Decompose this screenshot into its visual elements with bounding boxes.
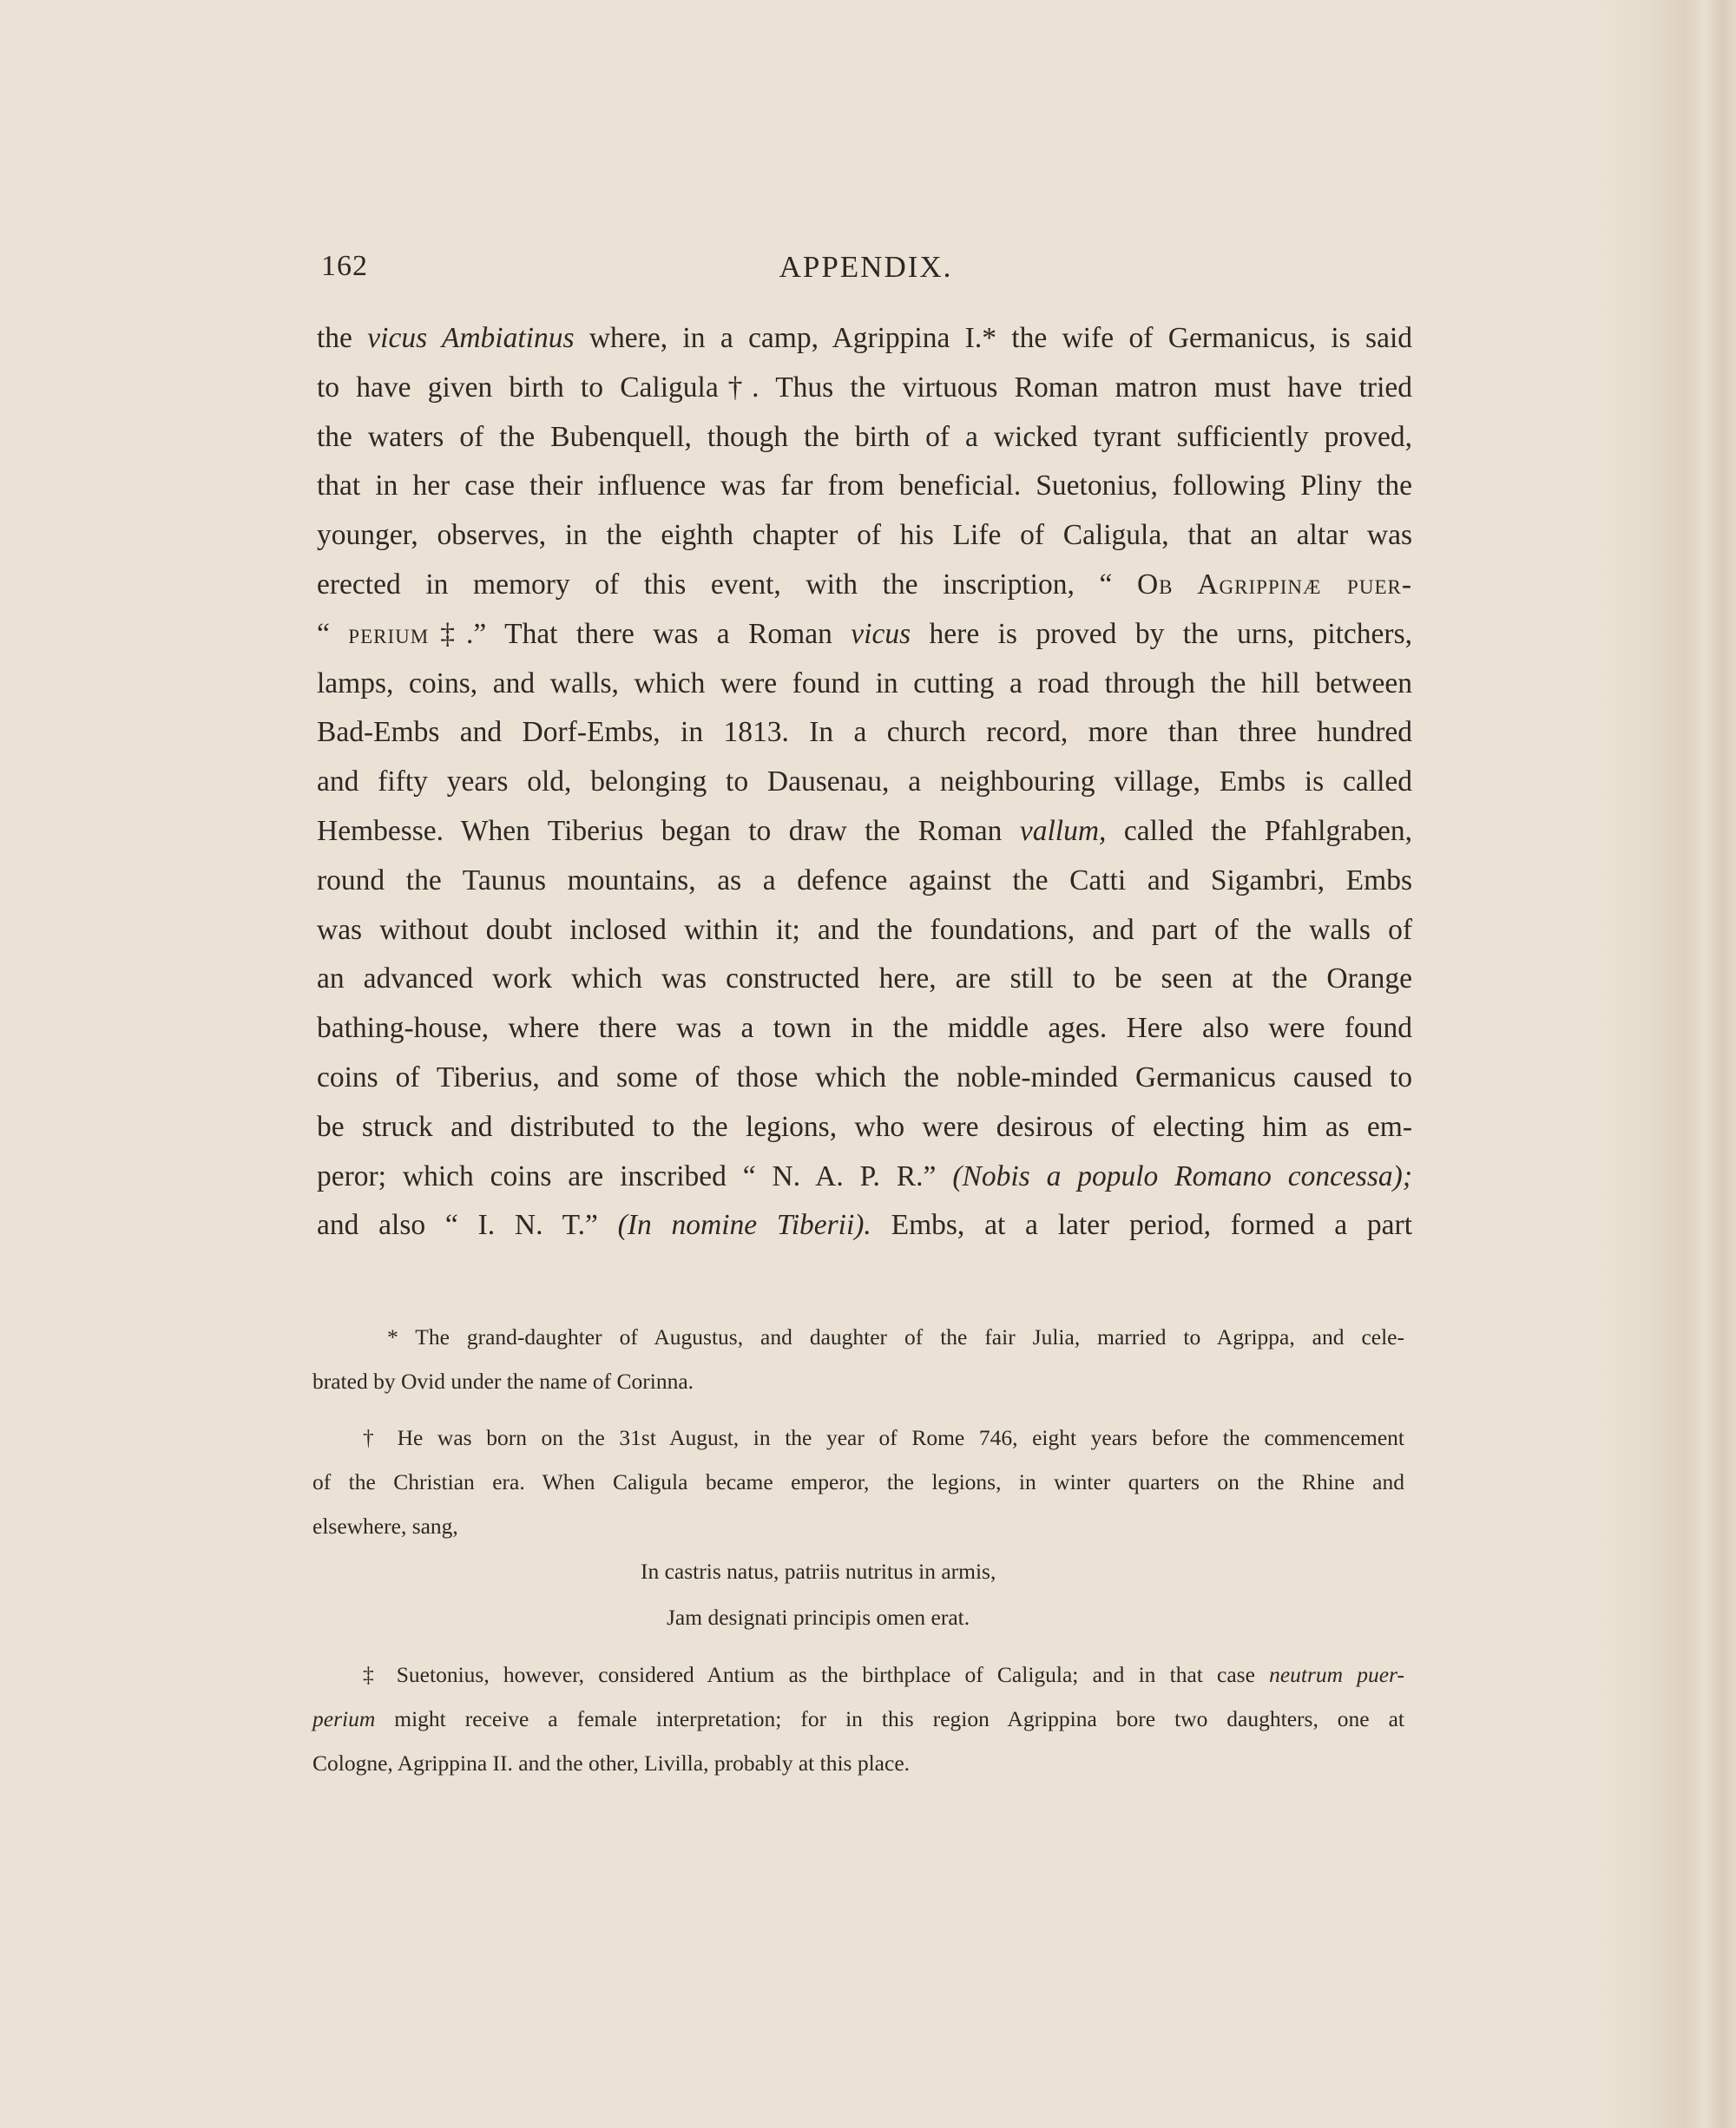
text-line: erected in memory of this event, with the inscription, “ Ob Agrippinæ puer-	[317, 568, 1412, 601]
footnote-line: † He was born on the 31st August, in the year of Rome 746, eight years before the commencement	[363, 1425, 1404, 1450]
footnote-line: of the Christian era. When Caligula became emperor, the legions, in winter quarters on the Rhine and	[312, 1469, 1404, 1494]
main-text	[317, 314, 1412, 1251]
footnote-line: ‡ Suetonius, however, considered Antium as the birthplace of Caligula; and in that case neutrum puer-	[363, 1662, 1404, 1687]
text-line: round the Taunus mountains, as a defence against the Catti and Sigambri, Embs	[317, 864, 1412, 897]
footnote-line: perium might receive a female interpretation; for in this region Agrippina bore two daughters, one at	[312, 1706, 1404, 1731]
footnote-line: brated by Ovid under the name of Corinna.	[312, 1369, 694, 1394]
text-line: coins of Tiberius, and some of those which the noble-minded Germanicus caused to	[317, 1061, 1412, 1094]
verse-line: In castris natus, patriis nutritus in armis,	[641, 1559, 996, 1584]
text-line: an advanced work which was constructed here, are still to be seen at the Orange	[317, 962, 1412, 995]
text-line: lamps, coins, and walls, which were found in cutting a road through the hill between	[317, 667, 1412, 699]
text-line: Hembesse. When Tiberius began to draw the Roman vallum, called the Pfahlgraben,	[317, 814, 1412, 847]
text-line: bathing-house, where there was a town in the middle ages. Here also were found	[317, 1012, 1412, 1045]
text-line: be struck and distributed to the legions, who were desirous of electing him as em-	[317, 1110, 1412, 1143]
page-number: 162	[321, 250, 368, 282]
text-line: and fifty years old, belonging to Dausenau, a neighbouring village, Embs is called	[317, 765, 1412, 798]
text-line: that in her case their influence was far from beneficial. Suetonius, following Pliny the	[317, 470, 1412, 502]
footnote-line: elsewhere, sang,	[312, 1514, 458, 1539]
text-line: Bad-Embs and Dorf-Embs, in 1813. In a church record, more than three hundred	[317, 716, 1412, 749]
footnote-line: Cologne, Agrippina II. and the other, Livilla, probably at this place.	[312, 1750, 911, 1776]
text-line: and also “ I. N. T.” (In nomine Tiberii). Embs, at a later period, formed a part	[317, 1209, 1412, 1242]
verse-line: Jam designati principis omen erat.	[667, 1605, 970, 1630]
footnote-line: * The grand-daughter of Augustus, and daughter of the fair Julia, married to Agrippa, and cele-	[387, 1324, 1404, 1350]
text-line: was without doubt inclosed within it; and the foundations, and part of the walls of	[317, 913, 1412, 946]
text-line: the waters of the Bubenquell, though the birth of a wicked tyrant sufficiently proved,	[317, 420, 1412, 453]
text-line: younger, observes, in the eighth chapter of his Life of Caligula, that an altar was	[317, 519, 1412, 552]
text-line: peror; which coins are inscribed “ N. A. P. R.” (Nobis a populo Romano concessa);	[317, 1159, 1412, 1192]
text-line: the vicus Ambiatinus where, in a camp, Agrippina I.* the wife of Germanicus, is said	[317, 322, 1413, 354]
text-line: to have given birth to Caligula†. Thus the virtuous Roman matron must have tried	[317, 371, 1412, 404]
page-header	[317, 250, 1415, 302]
footnotes	[312, 1315, 1404, 1785]
text-line: “ perium‡.” That there was a Roman vicus here is proved by the urns, pitchers,	[317, 617, 1412, 650]
running-head: APPENDIX.	[779, 250, 953, 284]
